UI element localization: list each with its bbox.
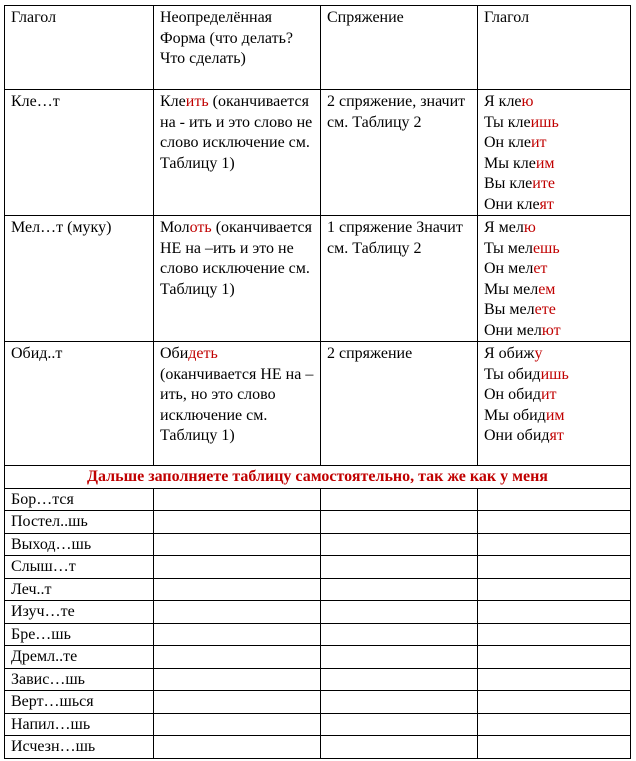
exercise-verb: Постел..шь xyxy=(5,511,154,534)
example-conjugation: 1 спряжение Значит см. Таблицу 2 xyxy=(321,216,478,342)
example-forms xyxy=(478,216,631,342)
verb-form xyxy=(484,154,624,175)
form-ending: ят xyxy=(549,427,564,444)
example-row xyxy=(5,216,631,342)
example-infinitive xyxy=(154,90,321,216)
form-stem: Я кле xyxy=(484,93,522,110)
answer-cell[interactable] xyxy=(154,623,321,646)
exercise-row xyxy=(5,668,631,691)
answer-cell[interactable] xyxy=(478,713,631,736)
exercise-row xyxy=(5,601,631,624)
notice-row xyxy=(5,466,631,489)
form-stem: Он кле xyxy=(484,134,531,151)
form-ending: им xyxy=(535,154,555,172)
instruction-notice: Дальше заполняете таблицу самостоятельно, так же как у меня xyxy=(5,466,631,489)
answer-cell[interactable] xyxy=(321,533,478,556)
form-stem: Мы мел xyxy=(484,280,539,298)
exercise-row xyxy=(5,623,631,646)
verb-form xyxy=(484,195,624,216)
answer-cell[interactable] xyxy=(478,736,631,759)
verb-form xyxy=(484,426,624,447)
form-ending: ют xyxy=(541,321,561,339)
infinitive-ending: оть xyxy=(189,219,212,236)
infinitive-stem: Кле xyxy=(160,93,186,110)
exercise-verb: Верт…шься xyxy=(5,691,154,714)
answer-cell[interactable] xyxy=(321,556,478,579)
form-ending: у xyxy=(534,345,543,362)
answer-cell[interactable] xyxy=(321,691,478,714)
exercise-row xyxy=(5,736,631,759)
exercise-verb: Завис…шь xyxy=(5,668,154,691)
form-ending: ет xyxy=(533,260,548,277)
answer-cell[interactable] xyxy=(154,713,321,736)
verb-form xyxy=(484,300,624,321)
header-conjugation: Спряжение xyxy=(321,6,478,90)
form-stem: Мы кле xyxy=(484,154,536,172)
verb-form xyxy=(484,218,624,239)
exercise-row xyxy=(5,533,631,556)
infinitive-ending: ить xyxy=(185,93,209,110)
form-ending: ят xyxy=(539,195,554,213)
exercise-verb: Бре…шь xyxy=(5,623,154,646)
example-forms xyxy=(478,342,631,466)
answer-cell[interactable] xyxy=(478,691,631,714)
verb-form xyxy=(484,344,624,365)
verb-form xyxy=(484,239,624,260)
verb-form xyxy=(484,406,624,427)
verb-form xyxy=(484,133,624,154)
example-conjugation: 2 спряжение, значит см. Таблицу 2 xyxy=(321,90,478,216)
infinitive-note: (оканчивается НЕ на –ить, но это слово исключение см. Таблицу 1) xyxy=(160,365,314,444)
form-ending: ите xyxy=(532,175,555,192)
exercise-verb: Бор…тся xyxy=(5,488,154,511)
form-ending: ешь xyxy=(532,239,560,257)
answer-cell[interactable] xyxy=(154,601,321,624)
header-row xyxy=(5,6,631,90)
form-ending: ем xyxy=(538,280,556,298)
answer-cell[interactable] xyxy=(321,713,478,736)
answer-cell[interactable] xyxy=(478,556,631,579)
answer-cell[interactable] xyxy=(321,646,478,669)
answer-cell[interactable] xyxy=(154,646,321,669)
form-stem: Он мел xyxy=(484,260,534,277)
example-verb: Обид..т xyxy=(5,342,154,466)
form-ending: им xyxy=(545,406,565,424)
form-stem: Вы кле xyxy=(484,175,533,192)
answer-cell[interactable] xyxy=(478,511,631,534)
form-ending: ит xyxy=(540,386,557,403)
form-stem: Ты обид xyxy=(484,365,541,383)
form-stem: Он обид xyxy=(484,386,541,403)
answer-cell[interactable] xyxy=(478,646,631,669)
example-infinitive xyxy=(154,342,321,466)
answer-cell[interactable] xyxy=(321,601,478,624)
verb-form xyxy=(484,92,624,113)
exercise-row xyxy=(5,578,631,601)
verb-form xyxy=(484,259,624,280)
form-stem: Они мел xyxy=(484,321,542,339)
answer-cell[interactable] xyxy=(478,488,631,511)
example-conjugation: 2 спряжение xyxy=(321,342,478,466)
verb-form xyxy=(484,385,624,406)
verb-form xyxy=(484,365,624,386)
answer-cell[interactable] xyxy=(478,578,631,601)
answer-cell[interactable] xyxy=(154,533,321,556)
infinitive-ending: деть xyxy=(188,345,218,362)
answer-cell[interactable] xyxy=(321,578,478,601)
answer-cell[interactable] xyxy=(154,691,321,714)
exercise-verb: Леч..т xyxy=(5,578,154,601)
example-verb: Кле…т xyxy=(5,90,154,216)
form-stem: Они обид xyxy=(484,427,550,444)
form-stem: Ты мел xyxy=(484,239,533,257)
form-stem: Я обиж xyxy=(484,345,535,362)
exercise-row xyxy=(5,556,631,579)
verb-form xyxy=(484,113,624,134)
header-verb-forms: Глагол xyxy=(478,6,631,90)
answer-cell[interactable] xyxy=(321,488,478,511)
form-ending: ю xyxy=(523,219,536,236)
exercise-verb: Выход…шь xyxy=(5,533,154,556)
answer-cell[interactable] xyxy=(321,511,478,534)
exercise-verb: Слыш…т xyxy=(5,556,154,579)
header-verb: Глагол xyxy=(5,6,154,90)
exercise-row xyxy=(5,713,631,736)
form-stem: Вы мел xyxy=(484,301,535,318)
exercise-verb: Дремл..те xyxy=(5,646,154,669)
example-forms xyxy=(478,90,631,216)
verb-conjugation-table xyxy=(4,5,631,759)
exercise-verb: Напил…шь xyxy=(5,713,154,736)
verb-form xyxy=(484,321,624,342)
form-stem: Они кле xyxy=(484,195,540,213)
exercise-verb: Исчезн…шь xyxy=(5,736,154,759)
form-ending: ишь xyxy=(540,365,569,383)
form-ending: ете xyxy=(534,301,556,318)
answer-cell[interactable] xyxy=(478,601,631,624)
form-stem: Ты кле xyxy=(484,113,531,131)
answer-cell[interactable] xyxy=(154,488,321,511)
infinitive-note: (оканчивается НЕ на –ить и это не слово исключение см. Таблицу 1) xyxy=(160,219,313,298)
exercise-row xyxy=(5,646,631,669)
infinitive-note: (оканчивается на - ить и это слово не слово исключение см. Таблицу 1) xyxy=(160,93,313,172)
answer-cell[interactable] xyxy=(154,578,321,601)
answer-cell[interactable] xyxy=(154,556,321,579)
exercise-row xyxy=(5,511,631,534)
infinitive-stem: Мол xyxy=(160,219,190,236)
exercise-row xyxy=(5,488,631,511)
answer-cell[interactable] xyxy=(321,623,478,646)
form-ending: ит xyxy=(530,134,547,151)
exercise-row xyxy=(5,691,631,714)
form-stem: Я мел xyxy=(484,219,524,236)
verb-form xyxy=(484,280,624,301)
form-ending: ю xyxy=(521,93,534,110)
answer-cell[interactable] xyxy=(478,668,631,691)
infinitive-stem: Оби xyxy=(160,345,189,362)
verb-form xyxy=(484,174,624,195)
form-stem: Мы обид xyxy=(484,406,546,424)
header-infinitive: Неопределённая Форма (что делать? Что сделать) xyxy=(154,6,321,90)
form-ending: ишь xyxy=(530,113,559,131)
answer-cell[interactable] xyxy=(478,533,631,556)
example-infinitive xyxy=(154,216,321,342)
answer-cell[interactable] xyxy=(478,623,631,646)
example-verb: Мел…т (муку) xyxy=(5,216,154,342)
answer-cell[interactable] xyxy=(154,511,321,534)
answer-cell[interactable] xyxy=(154,668,321,691)
answer-cell[interactable] xyxy=(154,736,321,759)
answer-cell[interactable] xyxy=(321,668,478,691)
example-row xyxy=(5,342,631,466)
example-row xyxy=(5,90,631,216)
answer-cell[interactable] xyxy=(321,736,478,759)
exercise-verb: Изуч…те xyxy=(5,601,154,624)
